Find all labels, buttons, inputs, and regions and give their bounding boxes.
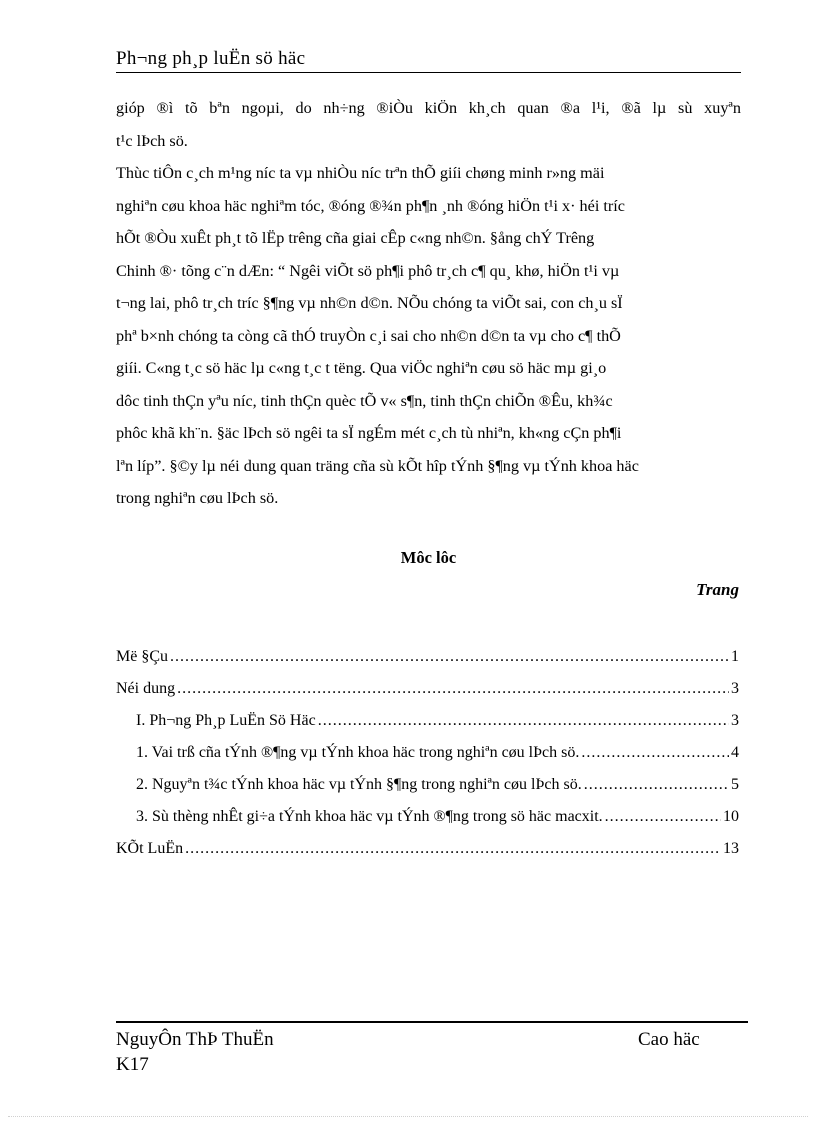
toc-entry-label: Më §Çu xyxy=(116,648,168,665)
toc-entry-page: 3 xyxy=(731,712,739,729)
toc-entry-methodology[interactable] xyxy=(116,709,739,741)
body-text xyxy=(116,92,741,515)
text-line: nghiªn cøu khoa häc nghiªm tóc, ®óng ®¾n ph¶n ¸nh ®óng hiÖn t¹i x· héi tríc xyxy=(116,196,625,215)
toc-entry-section-1[interactable] xyxy=(116,741,739,773)
toc-entry-page: 10 xyxy=(723,808,739,825)
toc-entry-page: 1 xyxy=(731,648,739,665)
toc-entry-page: 13 xyxy=(723,840,739,857)
text-line: t¹c lÞch sö. xyxy=(116,131,188,150)
toc-leader xyxy=(318,709,729,733)
toc-entry-conclusion[interactable] xyxy=(116,837,739,869)
footer-course: Cao häc xyxy=(638,1029,700,1050)
paragraph xyxy=(116,157,741,515)
toc-entry-page: 3 xyxy=(731,680,739,697)
text-line: Thùc tiÔn c¸ch m¹ng níc ta vµ nhiÒu níc trªn thÕ giíi chøng minh r»ng mäi xyxy=(116,164,605,182)
toc-entry-label: 2. Nguyªn t¾c tÝnh khoa häc vµ tÝnh §¶ng trong nghiªn cøu lÞch sö. xyxy=(136,776,582,793)
footer-author xyxy=(116,1027,274,1077)
text-line: gióp ®ì tõ bªn ngoµi, do nh÷ng ®iÒu kiÖn kh¸ch quan ®a l¹i, ®ã lµ sù xuyªn xyxy=(116,99,741,117)
page-bottom-edge xyxy=(8,1116,808,1117)
toc-leader xyxy=(185,837,721,861)
page-header xyxy=(116,48,741,73)
toc-entry-label: I. Ph¬ng Ph¸p LuËn Sö Häc xyxy=(136,712,316,729)
toc-entry-content[interactable] xyxy=(116,677,739,709)
toc-entry-label: 1. Vai trß cña tÝnh ®¶ng vµ tÝnh khoa häc trong nghiªn cøu lÞch sö. xyxy=(136,744,580,761)
toc-entry-page: 4 xyxy=(731,744,739,761)
text-line: phôc khã kh¨n. §äc lÞch sö ngêi ta sÏ ngÉm mét c¸ch tù nhiªn, kh«ng cÇn ph¶i xyxy=(116,424,622,442)
toc-entry-section-3[interactable] xyxy=(116,805,739,837)
footer-divider xyxy=(116,1021,748,1023)
header-title: Ph¬ng ph¸p luËn sö häc xyxy=(116,48,306,69)
text-line: hÕt ®Òu xuÊt ph¸t tõ lËp trêng cña giai cÊp c«ng nh©n. §ång chÝ Trêng xyxy=(116,229,595,247)
text-line: Chinh ®· tõng c¨n dÆn: “ Ngêi viÕt sö ph¶i phô tr¸ch c¶ qu¸ khø, hiÖn t¹i vµ xyxy=(116,261,620,280)
text-line: t¬ng lai, phô tr¸ch tríc §¶ng vµ nh©n d©n. NÕu chóng ta viÕt sai, con ch¸u sÏ xyxy=(116,294,623,312)
text-line: dôc tinh thÇn yªu níc, tinh thÇn quèc tÕ v« s¶n, tinh thÇn chiÕn ®Êu, kh¾c xyxy=(116,391,613,410)
paragraph xyxy=(116,92,741,157)
footer-author-class: K17 xyxy=(116,1054,149,1075)
text-line: trong nghiªn cøu lÞch sö. xyxy=(116,489,279,507)
toc-leader xyxy=(584,773,729,797)
toc-leader xyxy=(581,741,729,765)
toc-entry-label: Néi dung xyxy=(116,680,176,697)
toc-leader xyxy=(605,805,721,829)
table-of-contents xyxy=(116,645,739,869)
text-line: giíi. C«ng t¸c sö häc lµ c«ng t¸c t tëng. Qua viÖc nghiªn cøu sö häc mµ gi¸o xyxy=(116,359,607,377)
toc-entry-page: 5 xyxy=(731,776,739,793)
toc-leader xyxy=(170,645,729,669)
toc-entry-label: 3. Sù thèng nhÊt gi÷a tÝnh khoa häc vµ tÝnh ®¶ng trong sö häc macxit. xyxy=(136,808,603,825)
text-line: lªn líp”. §©y lµ néi dung quan träng cña sù kÕt hîp tÝnh §¶ng vµ tÝnh khoa häc xyxy=(116,456,639,475)
toc-entry-introduction[interactable] xyxy=(116,645,739,677)
toc-page-label: Trang xyxy=(696,580,739,599)
text-line: phª b×nh chóng ta còng cã thÓ truyÒn c¸i sai cho nh©n d©n ta vµ cho c¶ thÕ xyxy=(116,326,621,345)
footer-author-name: NguyÔn ThÞ ThuËn xyxy=(116,1029,274,1050)
toc-entry-label: KÕt LuËn xyxy=(116,840,184,857)
toc-leader xyxy=(177,677,729,701)
toc-title: Môc lôc xyxy=(400,548,457,567)
toc-entry-section-2[interactable] xyxy=(116,773,739,805)
